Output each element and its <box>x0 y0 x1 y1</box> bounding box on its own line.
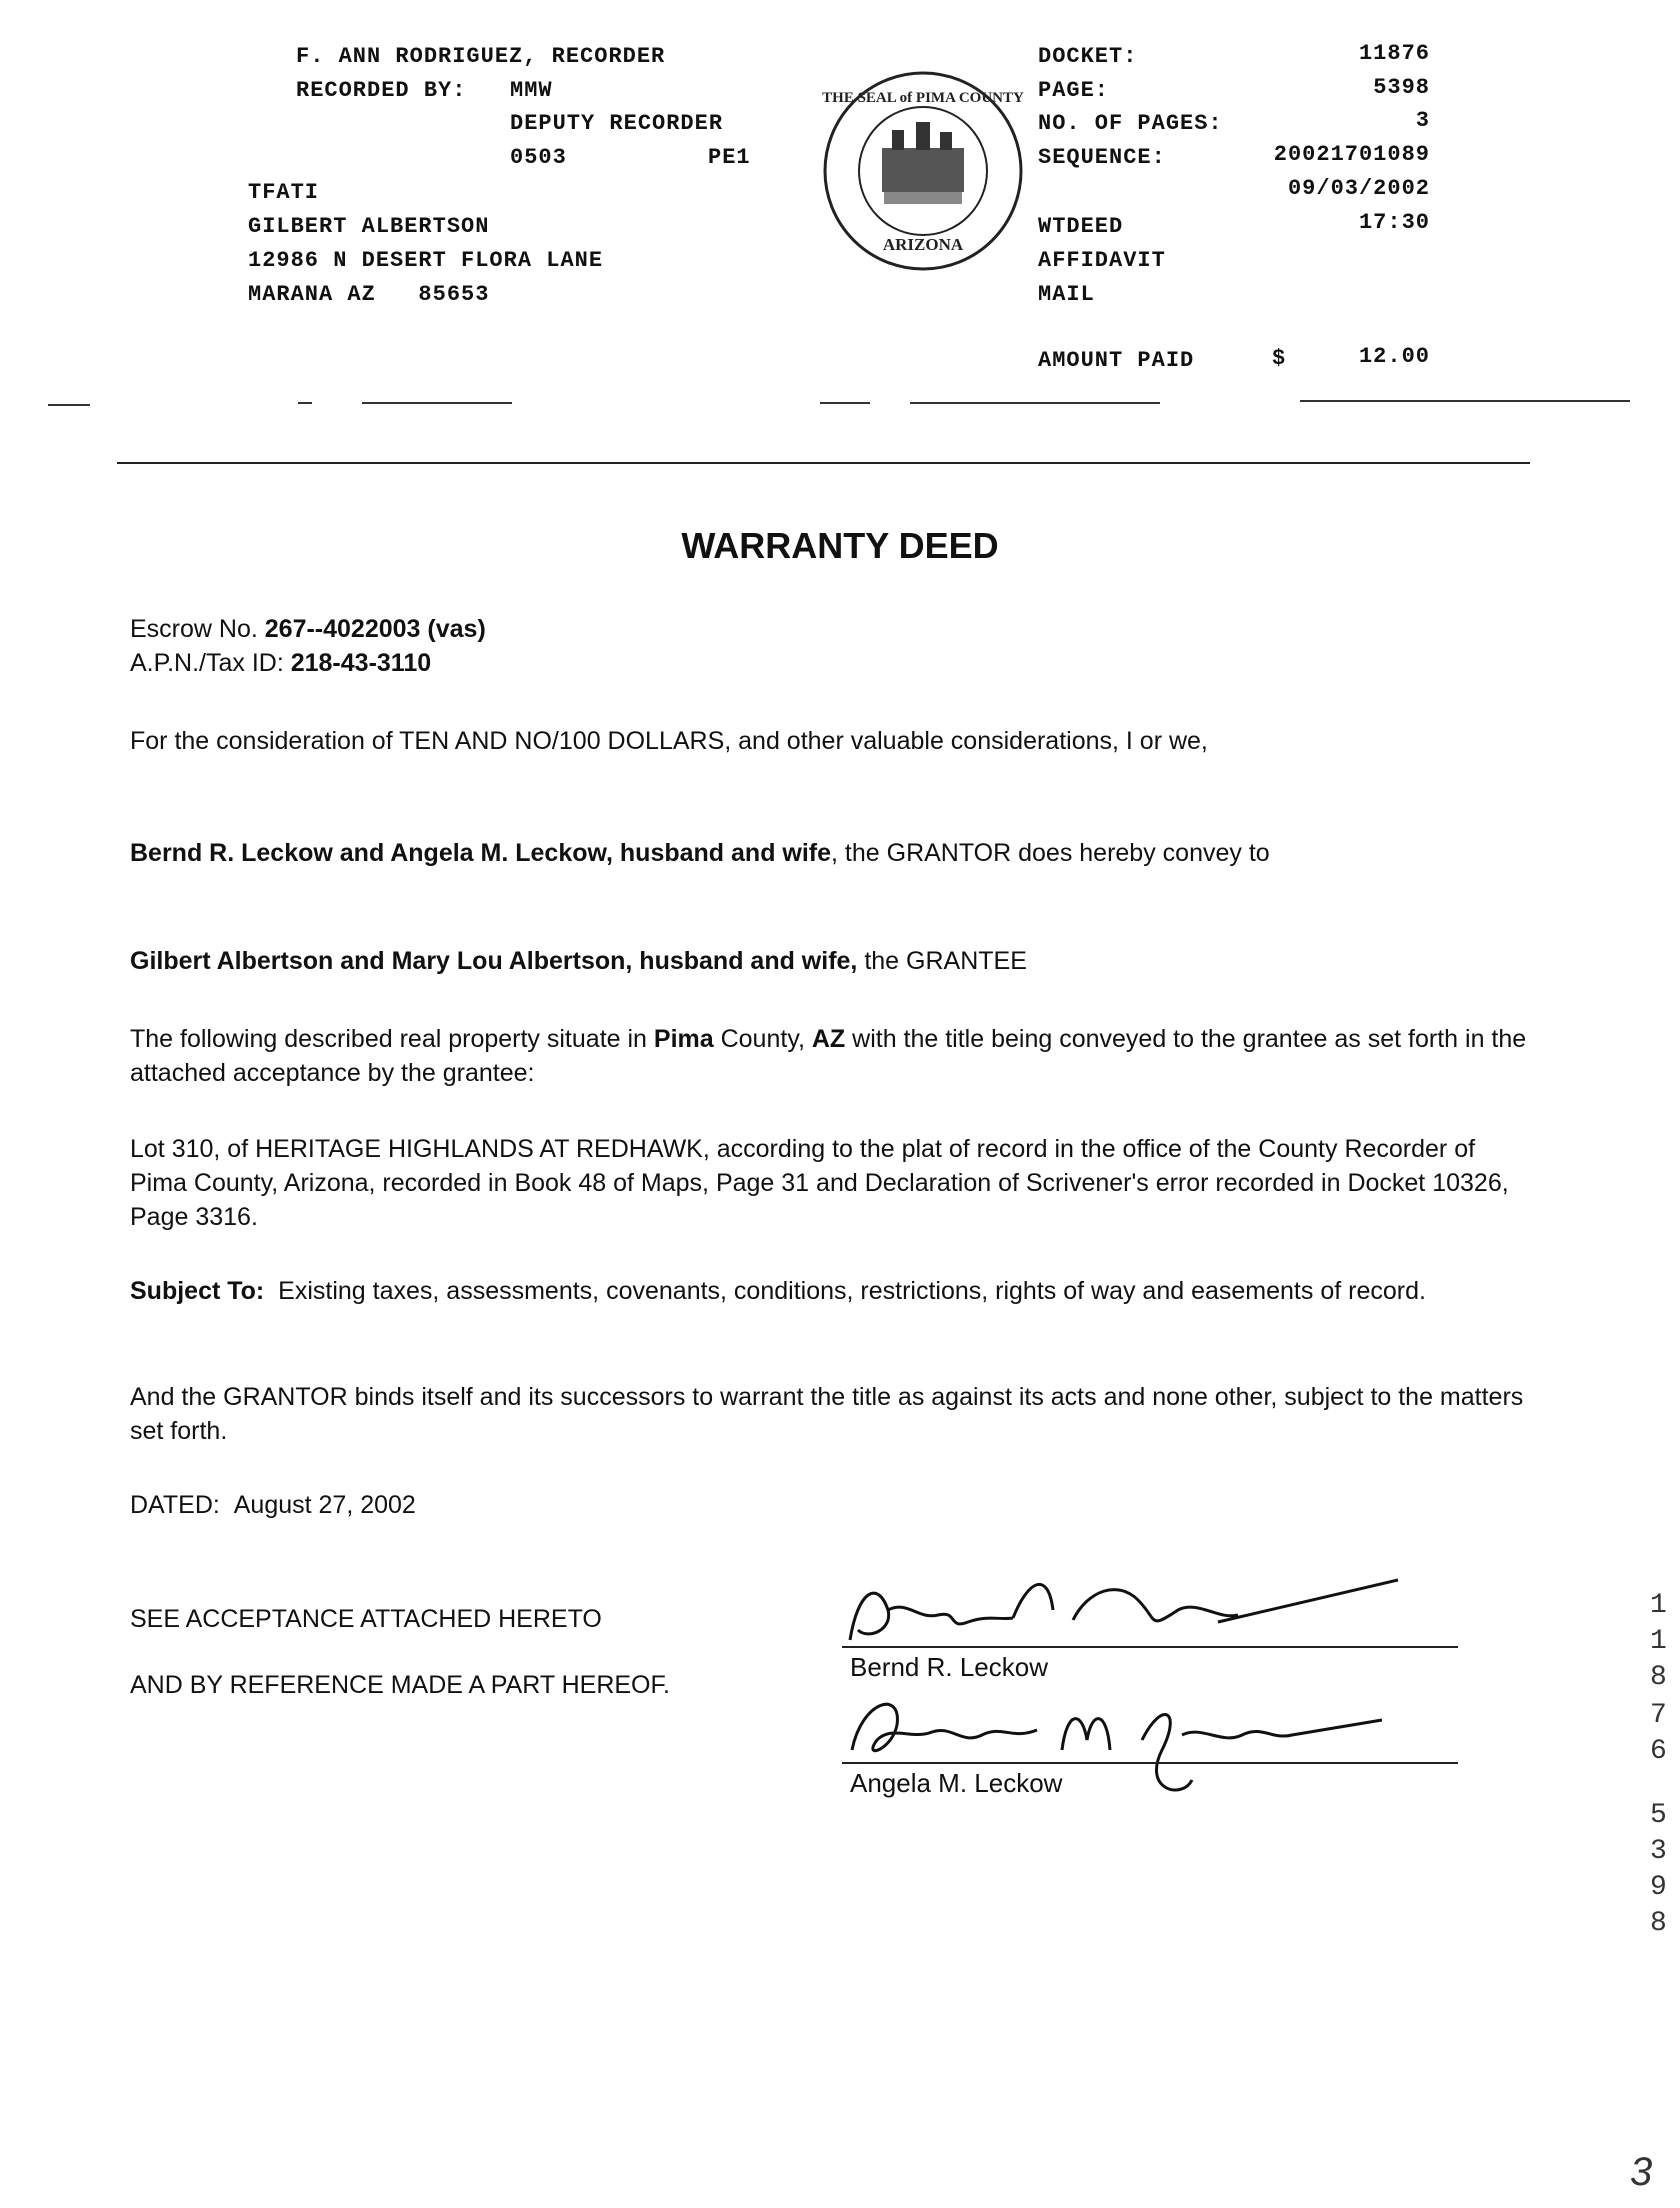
apn-line <box>130 646 1530 680</box>
signature-bernd-leckow <box>838 1560 1418 1660</box>
page-mark: 3 <box>1630 2150 1653 2194</box>
scan-artifact <box>298 402 312 404</box>
docket-number: 11876 <box>1358 41 1430 66</box>
margin-stamp-digit: 1 <box>1650 1590 1667 1621</box>
county-seal-icon <box>822 70 1024 272</box>
pages-label: NO. OF PAGES: <box>1038 111 1223 136</box>
scan-artifact <box>48 404 90 406</box>
property-text-3: with the title being conveyed to the grantee as set forth in the attached acceptance by the grantee: <box>130 1025 1527 1087</box>
scan-artifact <box>362 402 512 404</box>
dated-label: DATED: <box>130 1491 220 1519</box>
recorded-by-value: MMW <box>510 78 553 103</box>
signature-line-2 <box>842 1762 1458 1764</box>
mail-label: MAIL <box>1038 282 1095 307</box>
acceptance-line-1: SEE ACCEPTANCE ATTACHED HERETO <box>130 1605 602 1633</box>
consideration-paragraph: For the consideration of TEN AND NO/100 DOLLARS, and other valuable considerations, I or we, <box>130 727 1208 755</box>
grantor-names: Bernd R. Leckow and Angela M. Leckow, husband and wife <box>130 839 832 867</box>
grantee-paragraph <box>130 944 1530 978</box>
recorder-station: PE1 <box>708 145 751 170</box>
subject-to-label: Subject To: <box>130 1277 265 1305</box>
scan-artifact <box>910 402 1160 404</box>
apn-label: A.P.N./Tax ID: <box>130 649 284 677</box>
margin-stamp-digit: 9 <box>1650 1872 1667 1903</box>
return-line-3: 12986 N DESERT FLORA LANE <box>248 248 604 273</box>
return-line-1: TFATI <box>248 180 320 205</box>
escrow-line <box>130 612 1530 646</box>
apn-number: 218-43-3110 <box>290 649 432 677</box>
pages-count: 3 <box>1415 108 1430 133</box>
subject-to-paragraph <box>130 1274 1530 1308</box>
grantee-text: the GRANTEE <box>857 947 1027 975</box>
seal-top-text: THE SEAL of PIMA COUNTY <box>822 90 1024 106</box>
legal-description: Lot 310, of HERITAGE HIGHLANDS AT REDHAWK, according to the plat of record in the office of the County Recorder of Pima County, Arizona, recorded in Book 48 of Maps, Page 31 and Declaration of Scrivener's error recorded in Docket 10326, Page 3316. <box>130 1135 1509 1231</box>
margin-stamp-digit: 8 <box>1650 1662 1667 1693</box>
property-text-2: County, <box>713 1025 812 1053</box>
header-divider <box>117 462 1530 464</box>
amount-paid-label: AMOUNT PAID <box>1038 348 1195 373</box>
margin-stamp-digit: 8 <box>1650 1908 1667 1939</box>
dated-value: August 27, 2002 <box>233 1491 416 1519</box>
recorded-by-label: RECORDED BY: <box>296 78 467 103</box>
margin-stamp-digit: 5 <box>1650 1800 1667 1831</box>
grantor-paragraph <box>130 836 1530 870</box>
amount-paid: 12.00 <box>1358 344 1430 369</box>
county-name: Pima <box>653 1025 714 1053</box>
escrow-label: Escrow No. <box>130 615 258 643</box>
return-line-2: GILBERT ALBERTSON <box>248 214 490 239</box>
grantor-text: , the GRANTOR does hereby convey to <box>831 839 1270 867</box>
dated-line <box>130 1488 1530 1522</box>
deputy-recorder: DEPUTY RECORDER <box>510 111 724 136</box>
margin-stamp-digit: 7 <box>1650 1700 1667 1731</box>
recorder-code: 0503 <box>510 145 567 170</box>
docket-label: DOCKET: <box>1038 44 1138 69</box>
signer-2-name: Angela M. Leckow <box>850 1768 1063 1798</box>
acceptance-line-2: AND BY REFERENCE MADE A PART HEREOF. <box>130 1671 670 1699</box>
property-text-1: The following described real property situate in <box>130 1025 654 1053</box>
state-name: AZ <box>811 1025 846 1053</box>
sequence-label: SEQUENCE: <box>1038 145 1166 170</box>
margin-stamp-digit: 6 <box>1650 1736 1667 1767</box>
escrow-number: 267--4022003 <box>264 615 421 643</box>
currency-symbol: $ <box>1272 346 1287 371</box>
grantee-names: Gilbert Albertson and Mary Lou Albertson, husband and wife, <box>130 947 858 975</box>
recorded-date: 09/03/2002 <box>1287 176 1430 201</box>
document-title: WARRANTY DEED <box>681 525 999 566</box>
return-line-4: MARANA AZ 85653 <box>248 282 490 307</box>
recorded-time: 17:30 <box>1358 210 1430 235</box>
signature-line-1 <box>842 1646 1458 1648</box>
margin-stamp-digit: 1 <box>1650 1626 1667 1657</box>
escrow-suffix: (vas) <box>427 615 486 643</box>
page-number: 5398 <box>1373 75 1430 100</box>
recorder-name: F. ANN RODRIGUEZ, RECORDER <box>296 44 666 69</box>
warranty-paragraph: And the GRANTOR binds itself and its successors to warrant the title as against its acts and none other, subject to the matters set forth. <box>130 1383 1524 1445</box>
page-label: PAGE: <box>1038 78 1110 103</box>
document-type: WTDEED <box>1038 214 1124 239</box>
signer-1-name: Bernd R. Leckow <box>850 1652 1048 1682</box>
margin-stamp-digit: 3 <box>1650 1836 1667 1867</box>
property-paragraph <box>130 1022 1530 1090</box>
sequence-number: 20021701089 <box>1273 142 1430 167</box>
subject-to-text: Existing taxes, assessments, covenants, conditions, restrictions, rights of way and easements of record. <box>278 1277 1426 1305</box>
scan-artifact <box>820 402 870 404</box>
scan-artifact <box>1300 400 1630 402</box>
affidavit-label: AFFIDAVIT <box>1038 248 1166 273</box>
seal-bottom-text: ARIZONA <box>882 235 964 254</box>
